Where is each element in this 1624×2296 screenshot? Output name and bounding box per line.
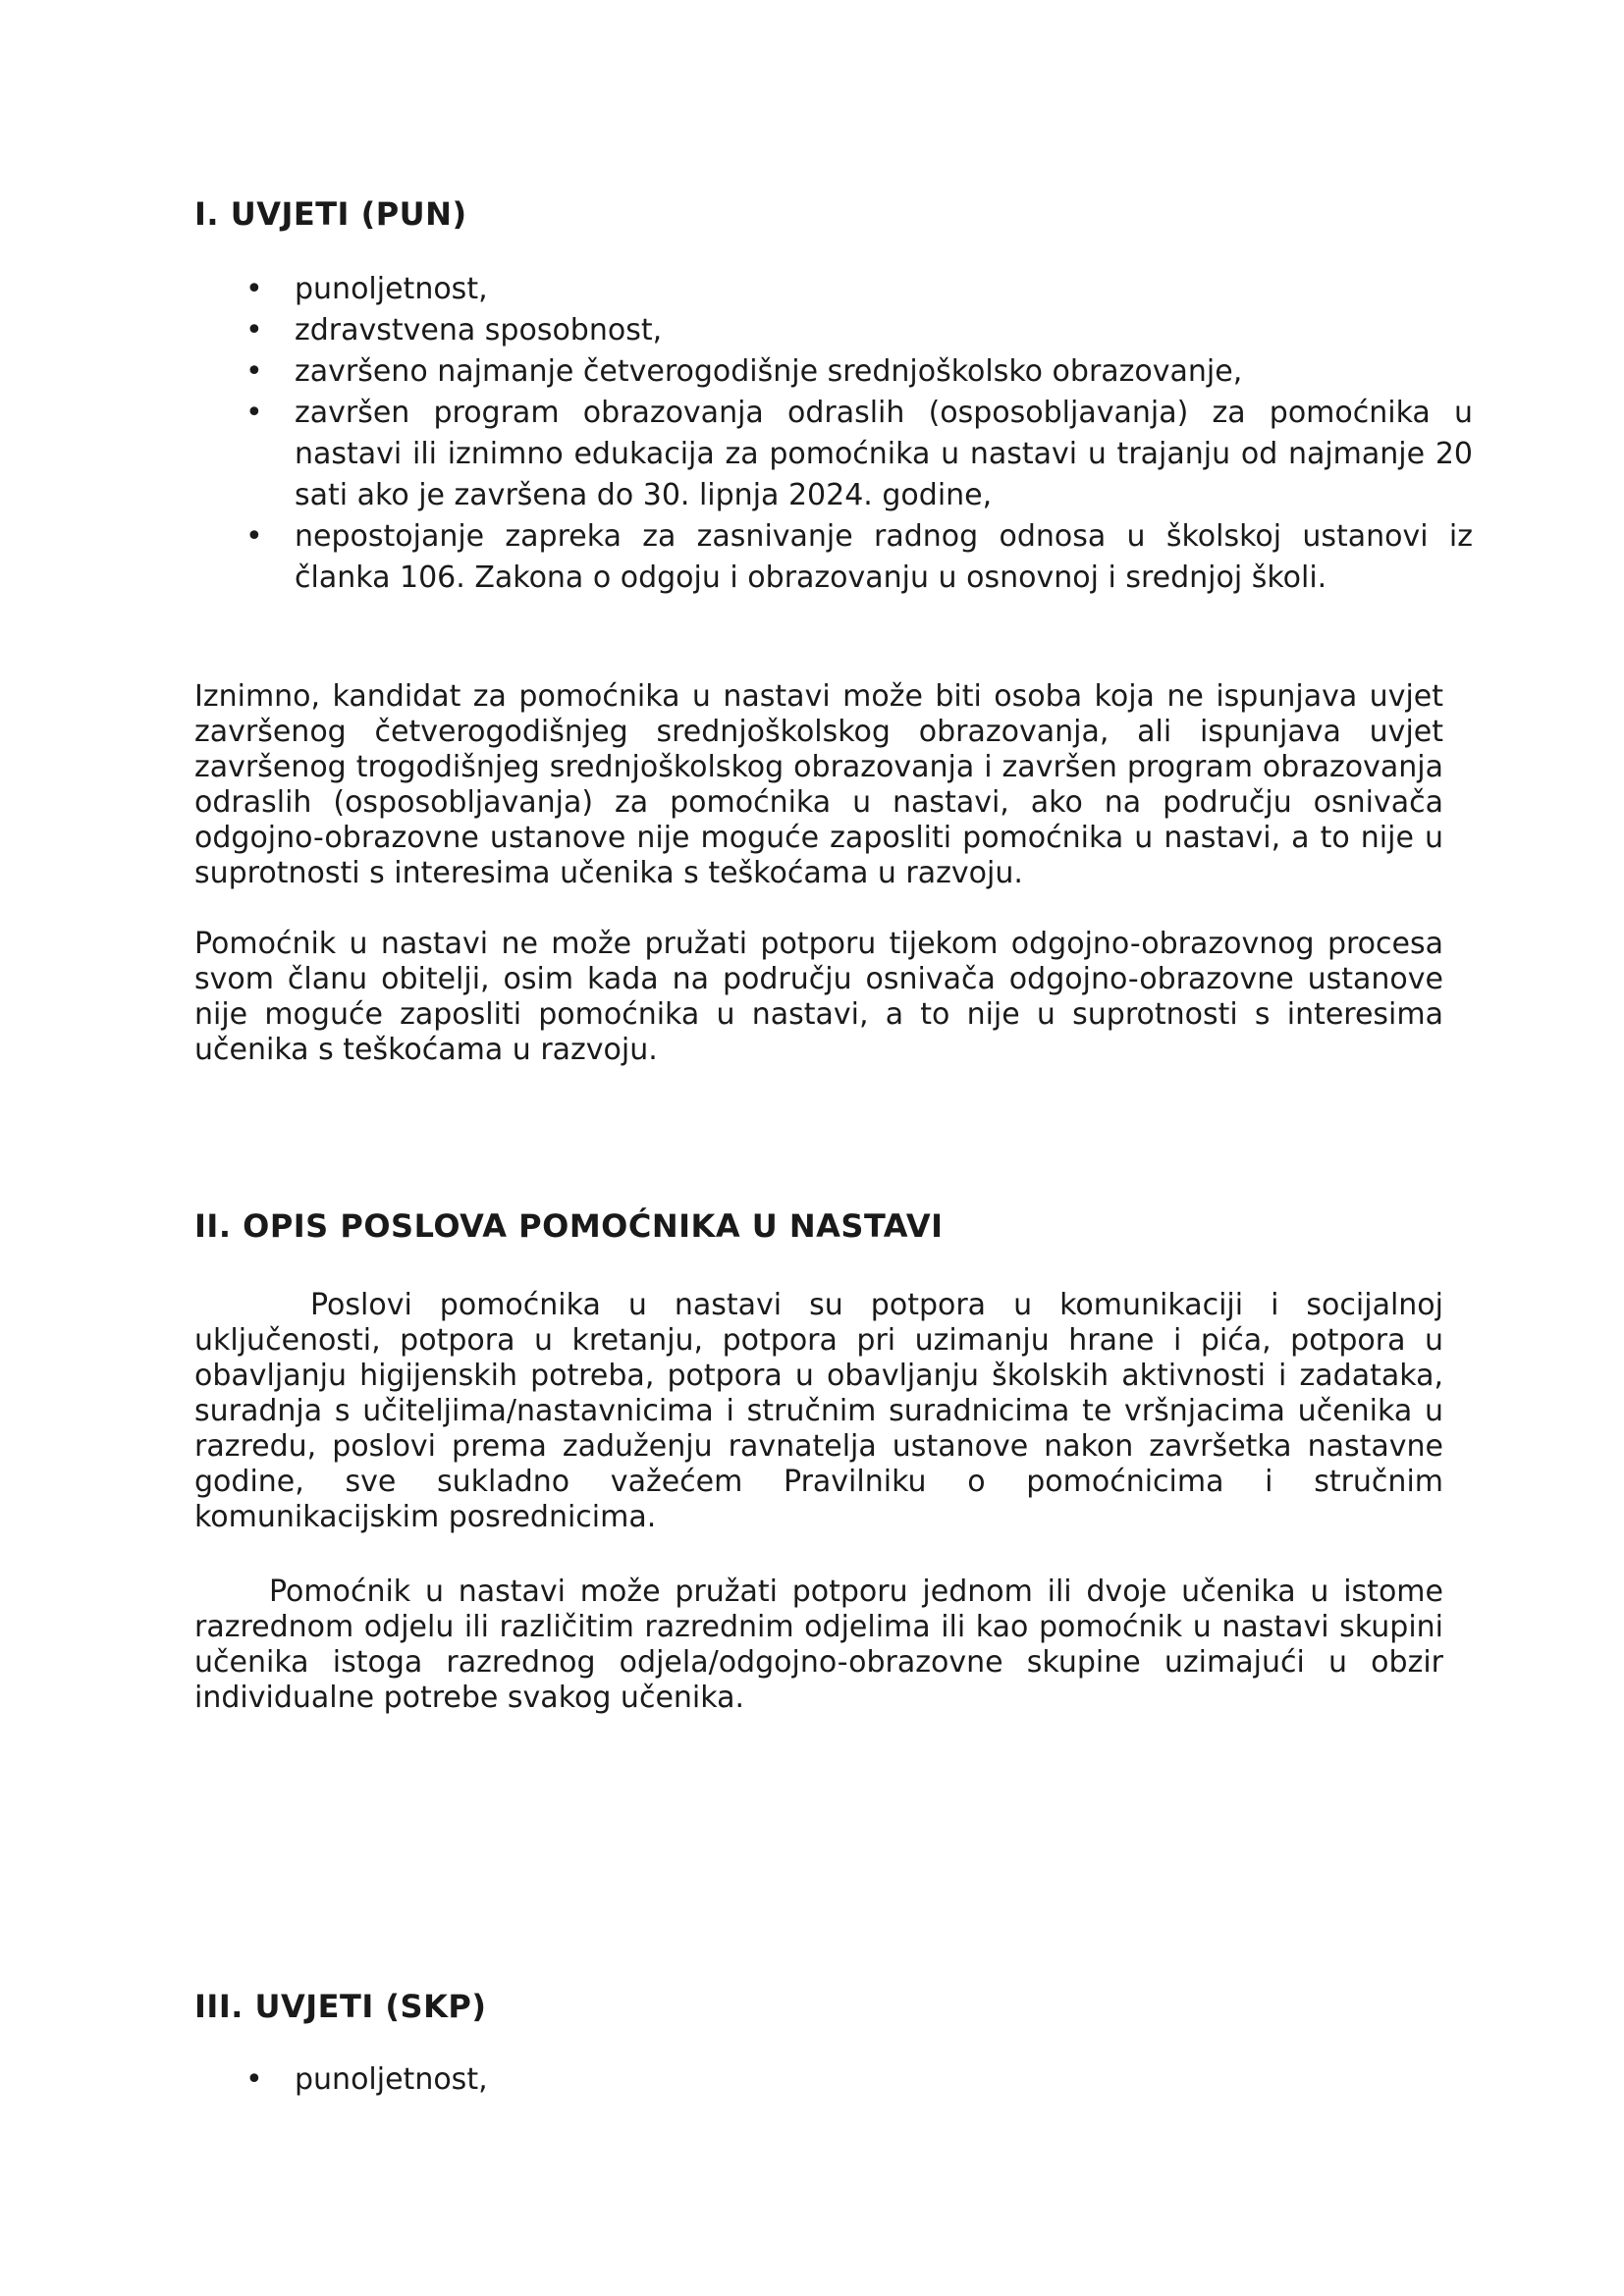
support-scope-paragraph: Pomoćnik u nastavi može pružati potporu jednom ili dvoje učenika u istome razrednom odjelu ili različitim razrednim odjelima ili kao pomoćnik u nastavi skupini učenika istoga razrednog odjela/odgojno-obrazovne skupine uzimajući u obzir individualne potrebe svakog učenika. bbox=[194, 1575, 1443, 1715]
bullet-icon: • bbox=[245, 396, 263, 430]
list-item bbox=[236, 393, 1473, 516]
list-item-text: punoljetnost, bbox=[295, 272, 488, 306]
list-item bbox=[236, 351, 1473, 393]
section-heading-opis-poslova: II. OPIS POSLOVA POMOĆNIKA U NASTAVI bbox=[194, 1207, 944, 1245]
job-description-paragraph: Poslovi pomoćnika u nastavi su potpora u komunikaciji i socijalnoj uključenosti, potpora u kretanju, potpora pri uzimanju hrane i pića, potpora u obavljanju higijenskih potreba, potpora u obavljanju školskih aktivnosti i zadataka, suradnja s učiteljima/nastavnicima i stručnim suradnicima te vršnjacima učenika u razredu, poslovi prema zaduženju ravnatelja ustanove nakon završetka nastavne godine, sve sukladno važećem Pravilniku o pomoćnicima i stručnim komunikacijskim posrednicima. bbox=[194, 1288, 1443, 1534]
list-item bbox=[236, 269, 1473, 310]
section-heading-uvjeti-pun: I. UVJETI (PUN) bbox=[194, 195, 467, 233]
list-item-text: nepostojanje zapreka za zasnivanje radnog odnosa u školskoj ustanovi iz članka 106. Zakona o odgoju i obrazovanju u osnovnoj i srednjoj školi. bbox=[295, 519, 1473, 595]
list-item-text: punoljetnost, bbox=[295, 2062, 488, 2097]
list-item bbox=[236, 310, 1473, 351]
list-item-text: završen program obrazovanja odraslih (osposobljavanja) za pomoćnika u nastavi ili iznimno edukacija za pomoćnika u nastavi u trajanju od najmanje 20 sati ako je završena do 30. lipnja 2024. godine, bbox=[295, 396, 1473, 512]
family-member-paragraph: Pomoćnik u nastavi ne može pružati potporu tijekom odgojno-obrazovnog procesa svom članu obitelji, osim kada na području osnivača odgojno-obrazovne ustanove nije moguće zaposliti pomoćnika u nastavi, a to nije u suprotnosti s interesima učenika s teškoćama u razvoju. bbox=[194, 927, 1443, 1067]
bullet-icon: • bbox=[245, 354, 263, 389]
list-item-text: zdravstvena sposobnost, bbox=[295, 313, 663, 347]
conditions-list bbox=[236, 269, 1473, 599]
list-item bbox=[236, 2059, 1473, 2101]
bullet-icon: • bbox=[245, 2062, 263, 2097]
exception-paragraph: Iznimno, kandidat za pomoćnika u nastavi može biti osoba koja ne ispunjava uvjet završenog četverogodišnjeg srednjoškolskog obrazovanja, ali ispunjava uvjet završenog trogodišnjeg srednjoškolskog obrazovanja i završen program obrazovanja odraslih (osposobljavanja) za pomoćnika u nastavi, ako na području osnivača odgojno-obrazovne ustanove nije moguće zaposliti pomoćnika u nastavi, a to nije u suprotnosti s interesima učenika s teškoćama u razvoju. bbox=[194, 679, 1443, 890]
list-item-text: završeno najmanje četverogodišnje srednjoškolsko obrazovanje, bbox=[295, 354, 1243, 389]
skp-conditions-list bbox=[236, 2059, 1473, 2101]
section-heading-uvjeti-skp: III. UVJETI (SKP) bbox=[194, 1988, 487, 2025]
list-item bbox=[236, 516, 1473, 599]
bullet-icon: • bbox=[245, 313, 263, 347]
bullet-icon: • bbox=[245, 272, 263, 306]
bullet-icon: • bbox=[245, 519, 263, 554]
